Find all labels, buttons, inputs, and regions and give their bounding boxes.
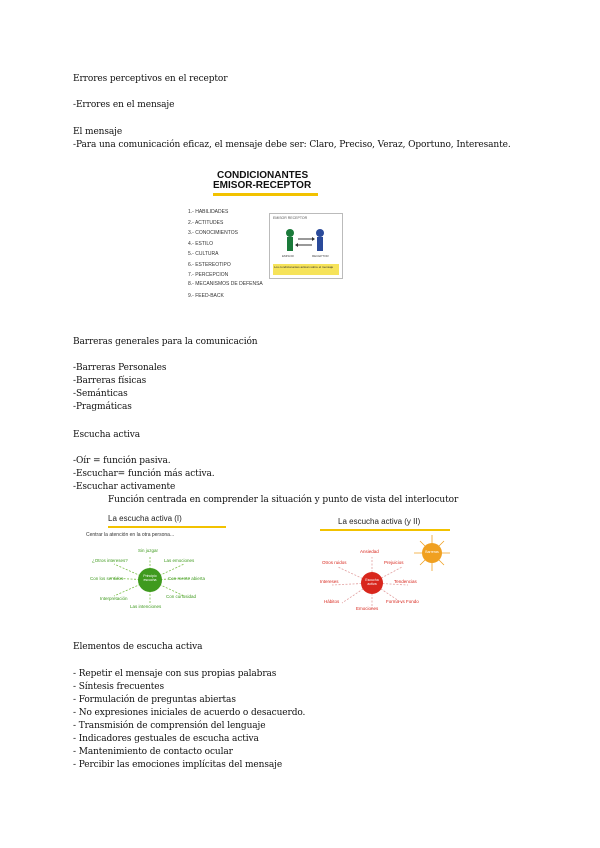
fig3-label: Ansiedad [360,549,379,554]
fig3-title: La escucha activa (y II) [338,517,421,526]
elemento-item: - Percibir las emociones implícitas del mensaje [73,760,283,770]
fig3-label: Intereses [320,579,339,584]
fig1-inset-right: RECEPTOR [312,254,329,258]
barrera-item: -Barreras físicas [73,376,147,386]
fig1-inset [269,213,343,279]
fig2-label: Sin juzgar [138,548,159,553]
mensaje-title: El mensaje [73,127,123,137]
elemento-item: - Formulación de preguntas abiertas [73,695,236,705]
barreras-title: Barreras generales para la comunicación [73,337,258,347]
fig1-item: 5.- CULTURA [188,251,219,257]
fig2-label: Interpretación [100,596,128,601]
fig1-inset-caption: Los condicionantes actúan sobre el mensaje [273,264,339,275]
fig3-label: Forma vs Fondo [386,599,419,604]
elemento-item: - Síntesis frecuentes [73,682,165,692]
escucha-item: -Escuchar= función más activa. [73,469,215,479]
heading-errores-mensaje: -Errores en el mensaje [73,100,175,110]
elemento-item: - Mantenimiento de contacto ocular [73,747,233,757]
fig3-label: Tendencias [394,579,417,584]
escucha-activa-2-figure [316,513,454,617]
barrera-item: -Barreras Personales [73,363,167,373]
fig1-item: 8.- MECANISMOS DE DEFENSA [188,280,263,287]
escucha-item: -Oír = función pasiva. [73,456,171,466]
fig3-sun-label: Barreras [425,550,439,554]
fig2-label: Con curiosidad [166,594,197,599]
mensaje-body: -Para una comunicación eficaz, el mensaje debe ser: Claro, Preciso, Veraz, Oportuno, Interesante. [73,140,511,150]
fig1-title-underline [213,193,318,196]
fig2-subtitle: Centrar la atención en la otra persona... [86,532,175,538]
fig1-item: 9.- FEED-BACK [188,292,224,299]
fig2-label: ¿Otros intereses? [92,558,128,563]
condicionantes-figure [185,165,350,300]
fig1-inset-label: EMISOR RECEPTOR [273,216,308,220]
barrera-item: -Semánticas [73,389,128,399]
escucha-title: Escucha activa [73,430,141,440]
fig1-inset-left: EMISOR [282,254,294,258]
fig2-label: Con los sentidos [90,576,124,581]
fig3-label: Prejuicios [384,560,404,565]
elemento-item: - Transmisión de comprensión del lenguaje [73,721,266,731]
fig1-item: 6.- ESTEREOTIPO [188,261,231,268]
fig3-label: Emociones [356,606,379,611]
elemento-item: - Repetir el mensaje con sus propias palabras [73,669,277,679]
fig1-item: 3.- CONOCIMIENTOS [188,230,238,236]
emisor-receptor-icon [270,224,342,264]
fig3-label: Hábitos [324,599,340,604]
escucha-definition: Función centrada en comprender la situación y punto de vista del interlocutor [108,495,459,505]
fig2-label: Las intenciones [130,604,162,609]
fig2-label: Con mente abierta [168,576,206,581]
elemento-item: - Indicadores gestuales de escucha activa [73,734,259,744]
heading-errores-receptor: Errores perceptivos en el receptor [73,74,228,84]
escucha-activa-1-figure [80,510,230,616]
barrera-item: -Pragmáticas [73,402,132,412]
fig1-title-line1: CONDICIONANTES [217,170,309,181]
fig1-item: 1.- HABILIDADES [188,209,229,215]
fig1-item: 7.- PERCEPCION [188,272,229,278]
fig2-center-label: Principio escucha [143,574,157,582]
elemento-item: - No expresiones iniciales de acuerdo o desacuerdo. [73,708,306,718]
fig1-item: 4.- ESTILO [188,240,214,247]
fig1-item: 2.- ACTITUDES [188,219,224,226]
fig2-title: La escucha activa (I) [108,514,182,523]
fig1-items-list [188,207,266,301]
fig1-title-line2: EMISOR-RECEPTOR [213,180,312,191]
elementos-title: Elementos de escucha activa [73,642,203,652]
fig2-title-underline [108,526,226,528]
escucha-item: -Escuchar activamente [73,482,176,492]
fig2-label: Las emociones [164,558,195,563]
fig3-center-label: Escucha activa [365,578,379,586]
fig3-label: Otros ruidos [322,560,347,565]
